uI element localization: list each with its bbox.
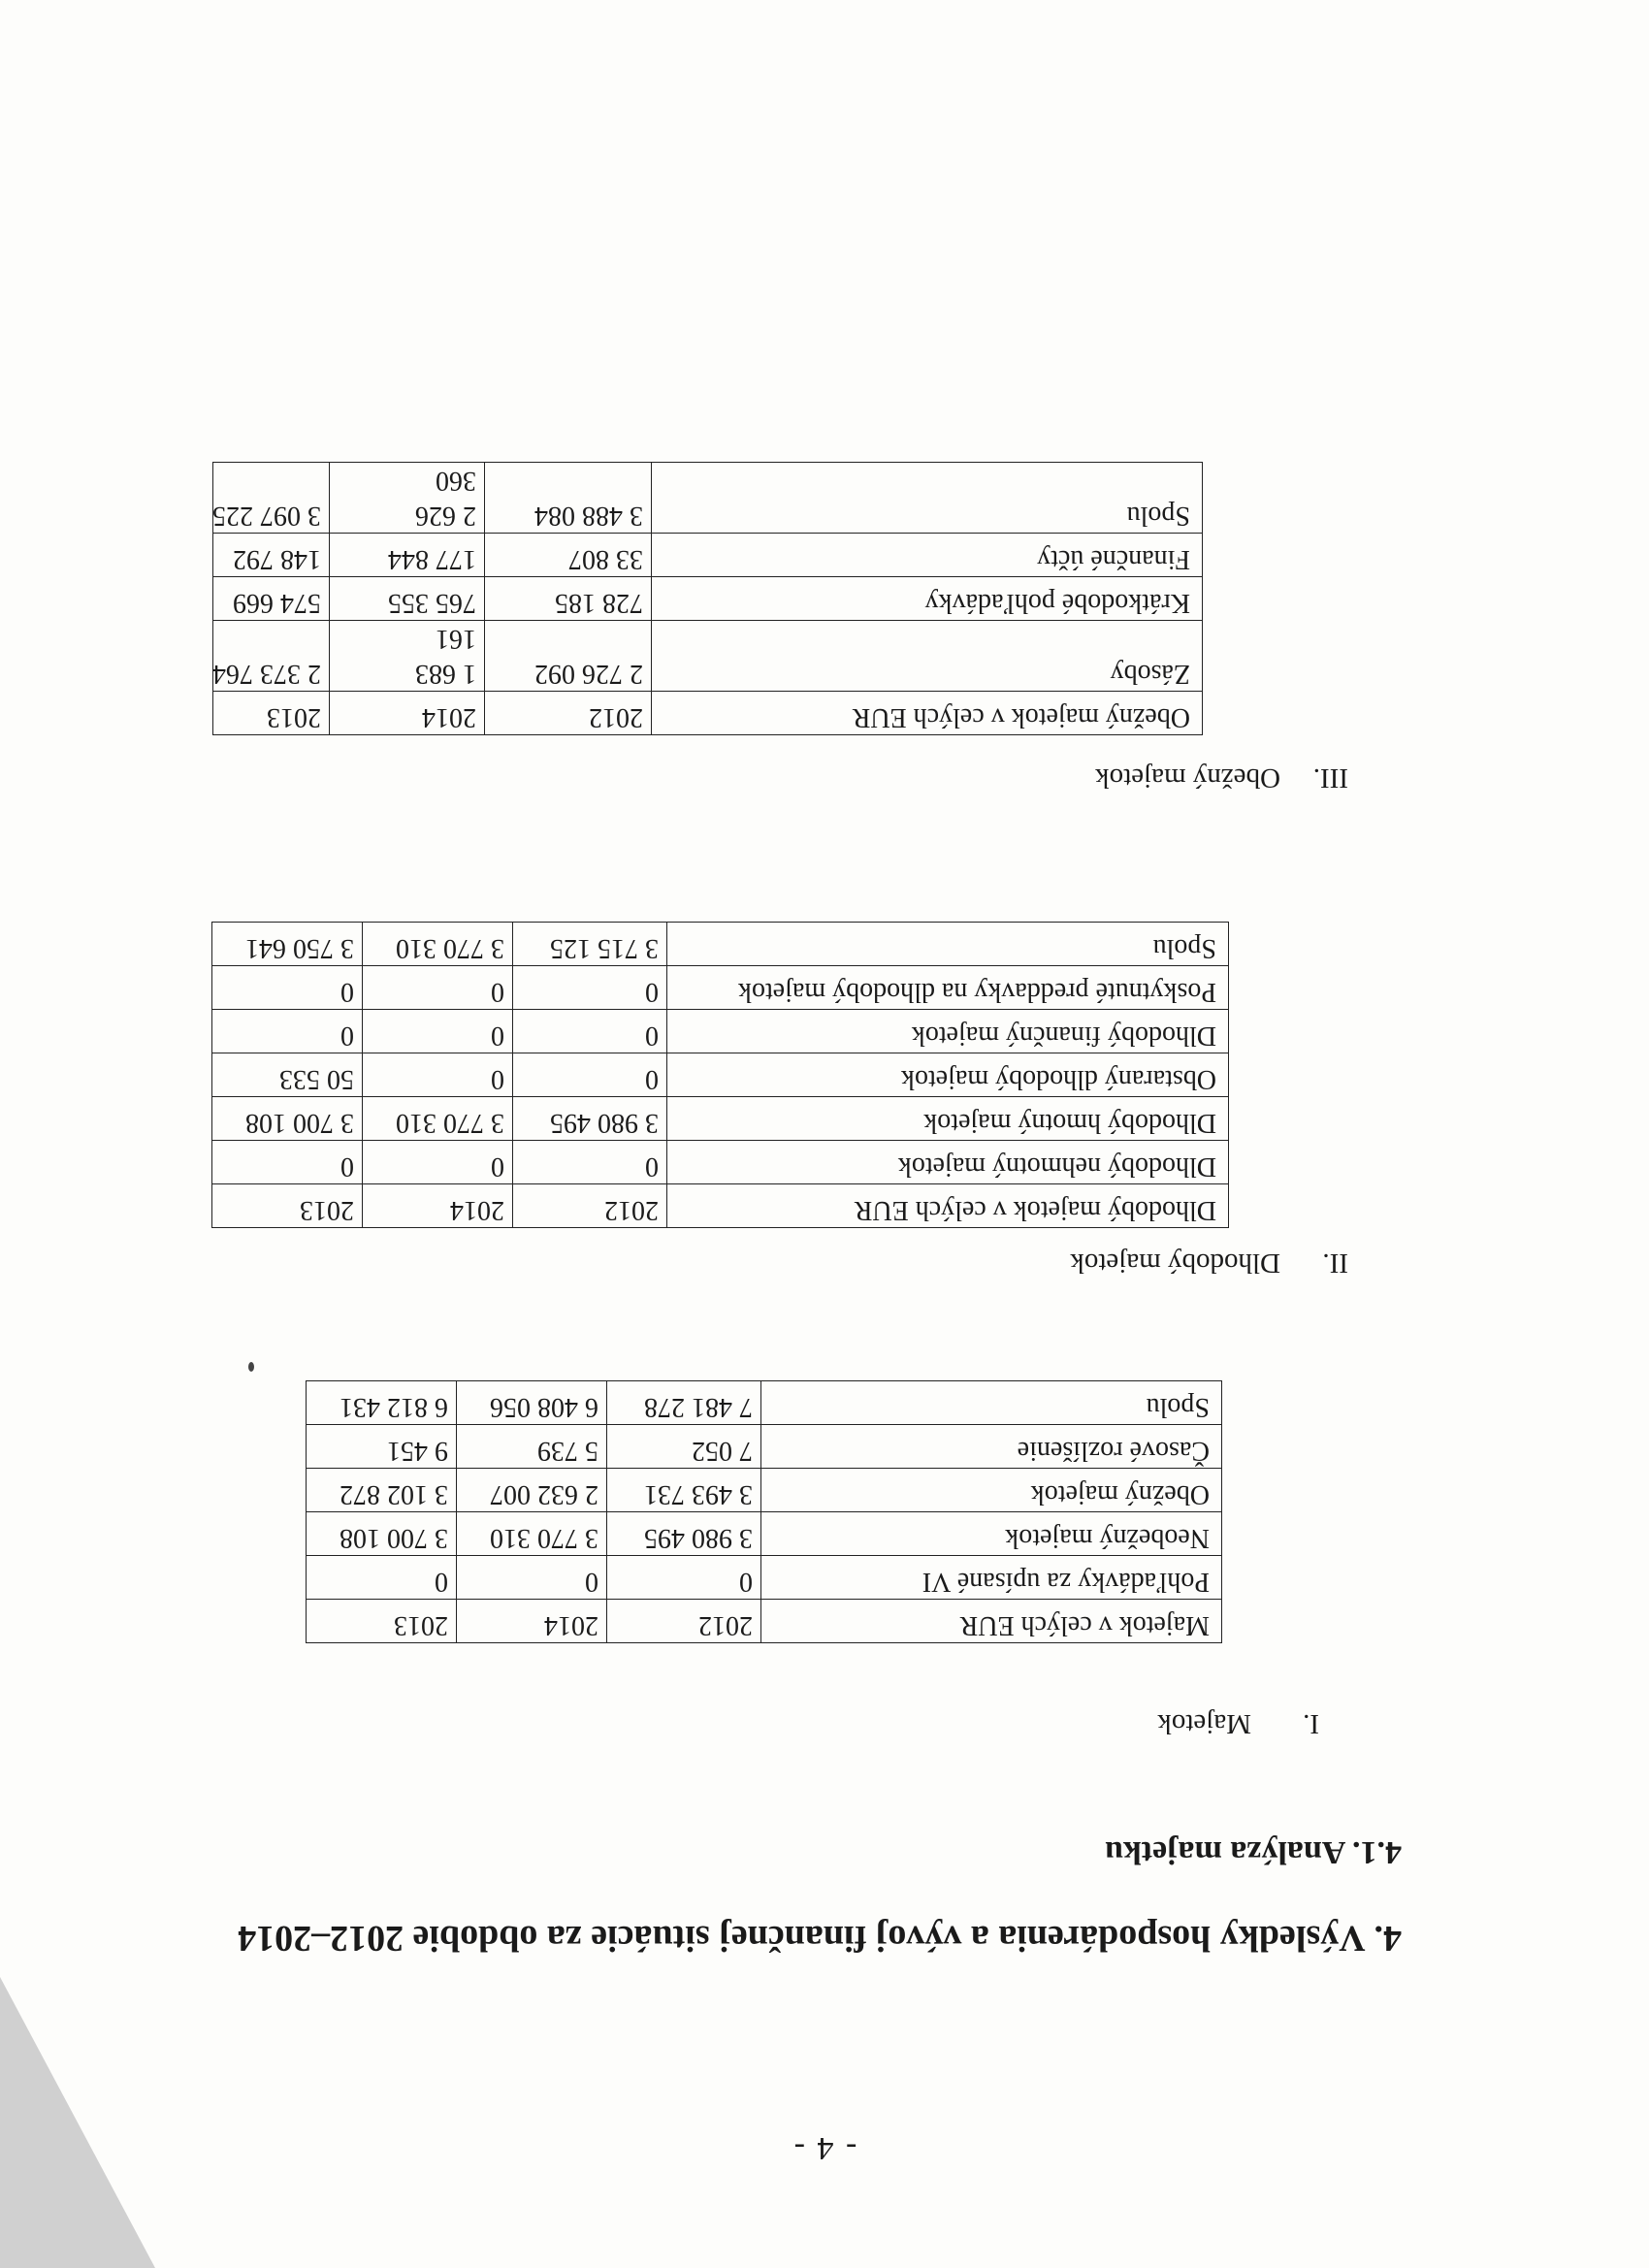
table-row: [213, 577, 1203, 621]
value-cell: 0: [513, 1141, 667, 1184]
row-label: Pohľadávky za upísané VI: [761, 1556, 1222, 1600]
table-header-cell: 2013: [307, 1600, 457, 1643]
table-header-cell: 2013: [212, 1184, 363, 1228]
row-label: Spolu: [652, 463, 1203, 534]
value-line: 360: [436, 466, 476, 496]
value-cell: 9 451: [307, 1425, 457, 1469]
section-numeral: I.: [1303, 1708, 1319, 1739]
value-cell: [330, 463, 485, 534]
value-cell: 3 493 731: [607, 1469, 761, 1512]
table-row: [307, 1469, 1222, 1512]
table-row: [212, 923, 1229, 966]
table-row: [307, 1556, 1222, 1600]
table-row: [213, 621, 1203, 692]
row-label: Finančné účty: [652, 534, 1203, 577]
table-row: [213, 463, 1203, 534]
section-title-dlhodoby: [1070, 1247, 1348, 1279]
value-cell: [330, 621, 485, 692]
value-cell: 3 980 495: [607, 1512, 761, 1556]
value-cell: 3 700 108: [307, 1512, 457, 1556]
value-cell: 0: [212, 1010, 363, 1053]
table-header-cell: 2012: [485, 692, 652, 735]
table-header-cell: 2014: [330, 692, 485, 735]
value-cell: 0: [363, 1010, 513, 1053]
value-cell: 3 488 084: [485, 463, 652, 534]
value-line: 1 683: [415, 659, 476, 689]
majetok-table: [306, 1380, 1222, 1643]
section-label: Majetok: [1157, 1708, 1251, 1739]
section-numeral: III.: [1312, 762, 1348, 794]
row-label: Dlhodobý nehmotný majetok: [667, 1141, 1229, 1184]
table-row: [307, 1512, 1222, 1556]
table-header-row: [213, 692, 1203, 735]
value-cell: 7 052: [607, 1425, 761, 1469]
row-label: Spolu: [667, 923, 1229, 966]
value-cell: 3 770 310: [457, 1512, 607, 1556]
table-header-cell: Majetok v celých EUR: [761, 1600, 1222, 1643]
value-cell: 574 669: [213, 577, 330, 621]
row-label: Neobežný majetok: [761, 1512, 1222, 1556]
value-cell: 0: [513, 1010, 667, 1053]
value-cell: 2 632 007: [457, 1469, 607, 1512]
chapter-heading: 4. Výsledky hospodárenia a vývoj finančnej situácie za obdobie 2012–2014: [238, 1918, 1402, 1959]
value-cell: 0: [212, 1141, 363, 1184]
value-cell: 765 355: [330, 577, 485, 621]
value-cell: 0: [363, 1141, 513, 1184]
section-title-obezny: [1095, 761, 1348, 794]
row-label: Obežný majetok: [761, 1469, 1222, 1512]
obezny-majetok-table: [212, 462, 1203, 735]
row-label: Dlhodobý hmotný majetok: [667, 1097, 1229, 1141]
value-cell: 3 770 310: [363, 923, 513, 966]
table-row: [307, 1425, 1222, 1469]
value-cell: 3 980 495: [513, 1097, 667, 1141]
table-header-cell: 2012: [607, 1600, 761, 1643]
value-cell: 2 726 092: [485, 621, 652, 692]
value-cell: 0: [212, 966, 363, 1010]
row-label: Obstaraný dlhodobý majetok: [667, 1053, 1229, 1097]
value-cell: 0: [363, 966, 513, 1010]
value-cell: 0: [363, 1053, 513, 1097]
table-header-cell: 2013: [213, 692, 330, 735]
value-cell: 3 700 108: [212, 1097, 363, 1141]
section-heading: 4.1. Analýza majetku: [1105, 1834, 1402, 1870]
table-header-row: [307, 1600, 1222, 1643]
section-title-majetok: [1157, 1707, 1319, 1739]
value-cell: 3 102 872: [307, 1469, 457, 1512]
table-header-cell: 2014: [457, 1600, 607, 1643]
value-cell: 0: [513, 966, 667, 1010]
row-label: Poskytnuté preddavky na dlhodobý majetok: [667, 966, 1229, 1010]
row-label: Spolu: [761, 1381, 1222, 1425]
value-cell: 5 739: [457, 1425, 607, 1469]
value-cell: 7 481 278: [607, 1381, 761, 1425]
table-header-row: [212, 1184, 1229, 1228]
value-cell: 50 533: [212, 1053, 363, 1097]
value-cell: 3 715 125: [513, 923, 667, 966]
row-label: Časové rozlíšenie: [761, 1425, 1222, 1469]
row-label: Krátkodobé pohľadávky: [652, 577, 1203, 621]
value-cell: 2 373 764: [213, 621, 330, 692]
value-cell: 6 812 431: [307, 1381, 457, 1425]
value-cell: 0: [307, 1556, 457, 1600]
value-cell: 3 097 225: [213, 463, 330, 534]
page-number: - 4 -: [792, 2130, 857, 2166]
value-line: 161: [436, 624, 476, 654]
row-label: Dlhodobý finančný majetok: [667, 1010, 1229, 1053]
value-cell: 33 807: [485, 534, 652, 577]
scan-shadow: [0, 1977, 155, 2268]
section-label: Obežný majetok: [1095, 762, 1280, 794]
scan-speck: [248, 1362, 254, 1372]
table-row: [212, 1010, 1229, 1053]
table-header-cell: Obežný majetok v celých EUR: [652, 692, 1203, 735]
value-cell: 148 792: [213, 534, 330, 577]
value-cell: 6 408 056: [457, 1381, 607, 1425]
value-cell: 3 770 310: [363, 1097, 513, 1141]
section-numeral: II.: [1322, 1247, 1348, 1279]
table-row: [212, 966, 1229, 1010]
value-line: 2 626: [415, 501, 476, 531]
value-cell: 3 750 641: [212, 923, 363, 966]
table-header-cell: Dlhodobý majetok v celých EUR: [667, 1184, 1229, 1228]
table-row: [212, 1141, 1229, 1184]
value-cell: 0: [457, 1556, 607, 1600]
section-label: Dlhodobý majetok: [1070, 1247, 1280, 1279]
table-header-cell: 2012: [513, 1184, 667, 1228]
value-cell: 0: [607, 1556, 761, 1600]
value-cell: 728 185: [485, 577, 652, 621]
table-row: [307, 1381, 1222, 1425]
value-cell: 0: [513, 1053, 667, 1097]
value-cell: 177 844: [330, 534, 485, 577]
table-row: [212, 1053, 1229, 1097]
table-row: [213, 534, 1203, 577]
table-header-cell: 2014: [363, 1184, 513, 1228]
row-label: Zásoby: [652, 621, 1203, 692]
dlhodoby-majetok-table: [211, 922, 1229, 1228]
table-row: [212, 1097, 1229, 1141]
